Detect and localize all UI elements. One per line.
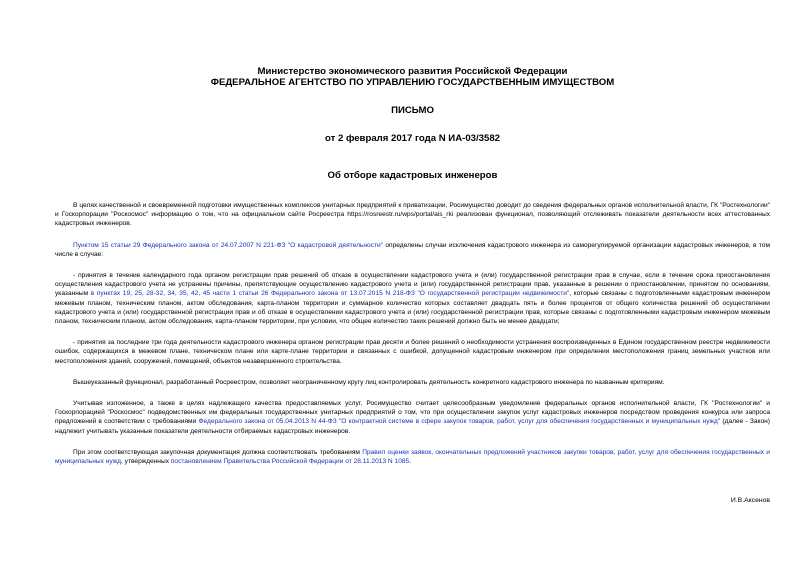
- paragraph-6-text-b: (далее - Закон) надлежит учитывать указанные показатели деятельности отбираемых кадастровых инженеров.: [55, 418, 770, 435]
- signature: И.В.Аксенов: [730, 497, 770, 505]
- paragraph-7-text-c: .: [409, 458, 412, 466]
- agency-name: ФЕДЕРАЛЬНОЕ АГЕНТСТВО ПО УПРАВЛЕНИЮ ГОСУДАРСТВЕННЫМ ИМУЩЕСТВОМ: [210, 77, 615, 88]
- paragraph-2: [55, 241, 770, 259]
- ministry-name: Министерство экономического развития Российской Федерации: [257, 66, 568, 77]
- paragraph-3: [55, 271, 770, 326]
- paragraph-6-text-a: Учитывая изложенное, а также в целях надлежащего качества предоставляемых услуг, Росимущество считает целесообразным уведомление федеральных органов исполнительной власти, ГК "Ростехнологии" и Госкорпорацией "Роскосмос" подведомственных им федеральных государственных унитарных предприятий о том, что при осуществлении закупок услуг кадастровых инженеров посредством проведения конкурса или запроса предложений в соответствии с требованиями: [55, 400, 770, 426]
- law-44-fz-link[interactable]: Федерального закона от 05.04.2013 N 44-ФЗ "О контрактной системе в сфере закупок товаров, работ, услуг для обеспечения государственных и муниципальных нужд": [198, 418, 721, 426]
- paragraph-3-text-b: , которые связаны с подготовленными кадастровым инженером межевым планом, техническим планом, актом обследования, карта-планом территории и суммарное количество которых составляет двадцать пять и более процентов от общего количества решений об осуществлении кадастрового учета и (или) государственной регистрации прав и об отказе в осуществлении кадастрового учета и (или) государственной регистрации прав, которые связаны с подготовленными кадастровым инженером межевым планом, техническим планом, актом обследования, карта-планом территории, при условии, что общее количество таких решений должно быть не менее двадцати;: [55, 290, 771, 326]
- law-218-fz-link[interactable]: в пунктах 19, 25, 28-32, 34, 35, 42, 45 части 1 статьи 26 Федерального закона от 13.07.2015 N 218-ФЗ "О государственной регистрации недвижимости": [90, 290, 570, 298]
- document-title: Об отборе кадастровых инженеров: [327, 170, 498, 181]
- paragraph-7-text-a: При этом соответствующая закупочная документация должна соответствовать требованиям: [73, 448, 363, 456]
- government-decree-1085-link[interactable]: постановлением Правительства Российской Федерации от 28.11.2013 N 1085: [170, 458, 410, 466]
- document-page: [55, 66, 770, 505]
- paragraph-1: В целях качественной и своевременной подготовки имущественных комплексов унитарных предприятий к приватизации, Росимущество доводит до сведения федеральных органов исполнительной власти, ГК "Ростехнологии" и Госкорпорации "Роскосмос" информацию о том, что на официальном сайте Росреестра https://rosreestr.ru/wps/portal/ais_rki реализован функционал, позволяющий отслеживать показатели деятельности всех аттестованных кадастровых инженеров.: [55, 202, 770, 228]
- paragraph-4: - принятия за последние три года деятельности кадастрового инженера органом регистрации прав десяти и более решений о необходимости устранения воспроизведенных в Едином государственном реестре недвижимости ошибок, содержащихся в межевом плане, техническом плане или карте-плане территории и связанных с ошибкой, допущенной кадастровым инженером при определении местоположения границ земельных участков или местоположения зданий, сооружений, помещений, объектов незавершенного строительства.: [55, 339, 770, 365]
- paragraph-3-text-a: - принятия в течение календарного года органом регистрации прав решений об отказе в осуществлении кадастрового учета и (или) государственной регистрации прав в случае, если в течение срока приостановления осуществления кадастрового учета не устранены причины, препятствующие осуществлению кадастрового учета и (или) государственной регистрации прав, указанные в решении о приостановлении, принятом по основаниям, указанным: [55, 272, 770, 298]
- rules-evaluation-link[interactable]: Правил оценки заявок, окончательных предложений участников закупки товаров, работ, услуг для обеспечения государственных и муниципальных нужд: [55, 448, 770, 466]
- paragraph-2-text: определены случаи исключения кадастрового инженера из саморегулируемой организации кадастровых инженеров, в том числе в случае:: [55, 241, 770, 258]
- document-body: [55, 201, 770, 505]
- paragraph-7: [55, 448, 770, 466]
- paragraph-7-text-b: , утвержденных: [121, 458, 171, 466]
- law-221-fz-link[interactable]: Пунктом 15 статьи 29 Федерального закона от 24.07.2007 N 221-ФЗ "О кадастровой деятельности": [73, 241, 384, 249]
- paragraph-5: Вышеуказанный функционал, разработанный Росреестром, позволяет неограниченному кругу лиц контролировать деятельность конкретного кадастрового инженера по названным критериям.: [73, 378, 665, 386]
- document-date-number: от 2 февраля 2017 года N ИА-03/3582: [324, 133, 501, 144]
- document-type: ПИСЬМО: [391, 105, 434, 116]
- paragraph-6: [55, 399, 770, 436]
